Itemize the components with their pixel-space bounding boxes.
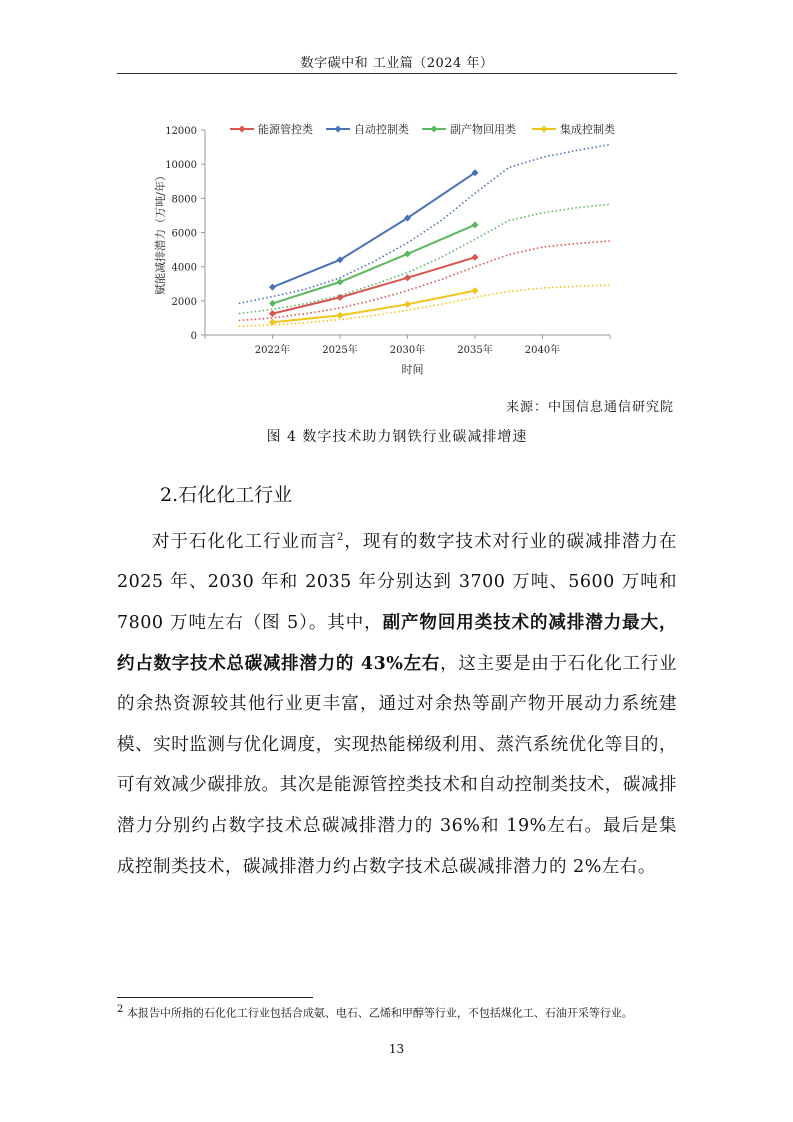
series-line-能源管控类 (273, 257, 476, 313)
legend-label: 副产物回用类 (450, 123, 516, 136)
para-bold: 副产物回用类技术的减排潜力最大，约占数字技术总碳减排潜力的 43%左右 (117, 613, 678, 674)
para-text-3: ，这主要是由于石化化工行业的余热资源较其他行业更丰富，通过对余热等副产物开展动力系统建模、实时监测与优化调度，实现热能梯级利用、蒸汽系统优化等目的，可有效减少碳排放。其次是能源管控类技术和自动控制类技术，碳减排潜力分别约占数字技术总碳减排潜力的 36%和 19%左右。最后是集成控制类技术，碳减排潜力约占数字技术总碳减排潜力的 2%左右。 (117, 653, 678, 877)
legend-marker (239, 126, 246, 133)
data-point (472, 221, 479, 228)
y-tick-label: 6000 (171, 228, 197, 240)
page-number: 13 (388, 1042, 405, 1056)
header-rule (117, 73, 677, 74)
legend-marker (431, 126, 438, 133)
para-text-2: ，现有的数字技术对行业的碳减排潜力在 2025 年、2030 年和 2035 年分别达到 3700 万吨、5600 万吨和 7800 万吨左右（图 5）。其中， (117, 531, 678, 634)
data-point (472, 254, 479, 261)
footnote-ref[interactable]: 2 (337, 532, 344, 543)
x-tick-label: 2035年 (457, 345, 493, 356)
y-tick-label: 4000 (171, 262, 197, 274)
footnote-rule (117, 997, 313, 998)
y-tick-label: 0 (190, 331, 197, 342)
data-point (269, 310, 276, 317)
x-tick-label: 2030年 (389, 345, 426, 356)
y-tick-label: 2000 (171, 296, 197, 308)
running-header: 数字碳中和 工业篇（2024 年） (300, 56, 494, 71)
legend-marker (335, 126, 342, 133)
para-text-1: 对于石化化工行业而言 (152, 531, 338, 552)
data-point (472, 287, 479, 294)
emissions-line-chart (130, 110, 650, 380)
x-tick-label: 2025年 (322, 345, 358, 356)
series-line-自动控制类 (273, 173, 476, 288)
data-point (337, 312, 344, 319)
data-point (337, 279, 344, 286)
y-tick-label: 12000 (165, 126, 197, 137)
data-point (404, 301, 411, 308)
legend-label: 自动控制类 (354, 123, 409, 136)
footnote-text: 本报告中所指的石化化工行业包括合成氨、电石、乙烯和甲醇等行业，不包括煤化工、石油开采等行业。 (126, 1006, 633, 1020)
data-point (404, 274, 411, 281)
data-point (404, 250, 411, 257)
trendline-自动控制类 (239, 145, 610, 304)
data-point (269, 300, 276, 307)
data-point (269, 284, 276, 291)
body-paragraph (117, 518, 677, 887)
y-tick-label: 10000 (165, 160, 197, 172)
legend-marker (541, 126, 548, 133)
legend-label: 能源管控类 (258, 123, 313, 136)
x-axis-title: 时间 (401, 363, 424, 376)
section-title: 2.石化化工行业 (160, 484, 293, 506)
legend-label: 集成控制类 (560, 123, 615, 136)
figure-source: 来源：中国信息通信研究院 (505, 400, 674, 415)
y-axis-title: 赋能减排潜力（万吨/年） (154, 170, 167, 295)
y-tick-label: 8000 (171, 194, 197, 206)
x-tick-label: 2022年 (254, 345, 291, 356)
figure-caption: 图 4 数字技术助力钢铁行业碳减排增速 (266, 429, 528, 445)
footnote-mark: 2 (117, 1004, 124, 1015)
x-tick-label: 2040年 (524, 345, 561, 356)
series-line-副产物回用类 (273, 225, 476, 304)
footnote (117, 1004, 717, 1021)
